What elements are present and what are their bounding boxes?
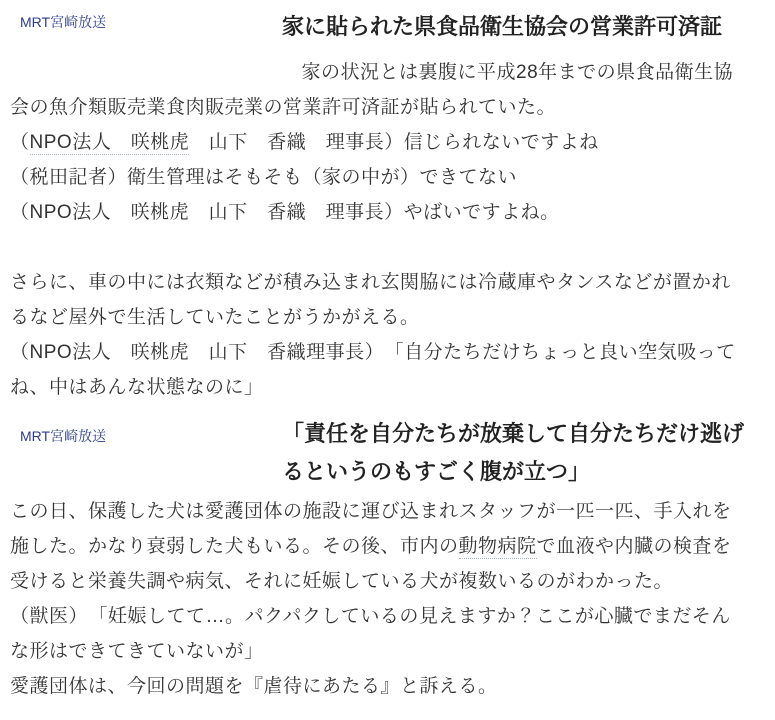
body-paragraph-rescue [10,494,747,599]
lead-paragraph: 家の状況とは裏腹に平成28年までの県食品衛生協会の魚介類販売業食肉販売業の営業許可済証が貼られていた。 [10,62,734,118]
article-section-1 [10,8,747,405]
term-link-sakumotora[interactable]: NPO法人 咲桃虎 [29,132,190,153]
article-section-2 [10,415,747,704]
term-link-animal-hospital[interactable]: 動物病院 [458,536,537,557]
section-headline-2: 「責任を自分たちが放棄して自分たちだけ逃げるというのもすごく腹が立つ」 [282,421,745,484]
body-paragraph-closing: 愛護団体は、今回の問題を『虐待にあたる』と訴える。 [10,676,498,697]
image-caption-area-1 [10,8,282,88]
quote-line-npo-3: （NPO法人 咲桃虎 山下 香織理事長） 「自分たちだけちょっと良い空気吸ってね、中はあんな状態なのに」 [10,342,736,398]
quote-line-npo-2: （NPO法人 咲桃虎 山下 香織 理事長）やばいですよね。 [10,202,560,223]
paragraph-spacer [10,230,747,265]
quote-text-pre: （ [10,132,30,153]
source-credit-link-2[interactable]: MRT宮崎放送 [20,428,107,444]
body-text-post: で血液や内臓の検査を受けると栄養失調や病気、それに妊娠している犬が複数いるのがわかった。 [10,536,732,592]
image-caption-area-2 [10,415,282,493]
source-credit-link-1[interactable]: MRT宮崎放送 [20,14,107,30]
quote-text-post: 山下 香織 理事長）信じられないですよね [189,132,599,153]
quote-line-vet: （獣医） 「妊娠してて…。パクパクしているの見えますか？ここが心臓でまだそんな形はできてきていないが」 [10,606,731,662]
quote-line-npo-1 [10,125,747,160]
body-paragraph-outdoor-living: さらに、車の中には衣類などが積み込まれ玄関脇には冷蔵庫やタンスなどが置かれるなど屋外で生活していたことがうかがえる。 [10,272,731,328]
body-text-pre: この日、保護した犬は愛護団体の施設に運び込まれスタッフが一匹一匹、手入れを施した。かなり衰弱した犬もいる。その後、市内の [10,501,732,557]
section-headline-1: 家に貼られた県食品衛生協会の営業許可済証 [282,14,723,39]
quote-line-reporter: （税田記者）衛生管理はそもそも（家の中が）できてない [10,167,518,188]
